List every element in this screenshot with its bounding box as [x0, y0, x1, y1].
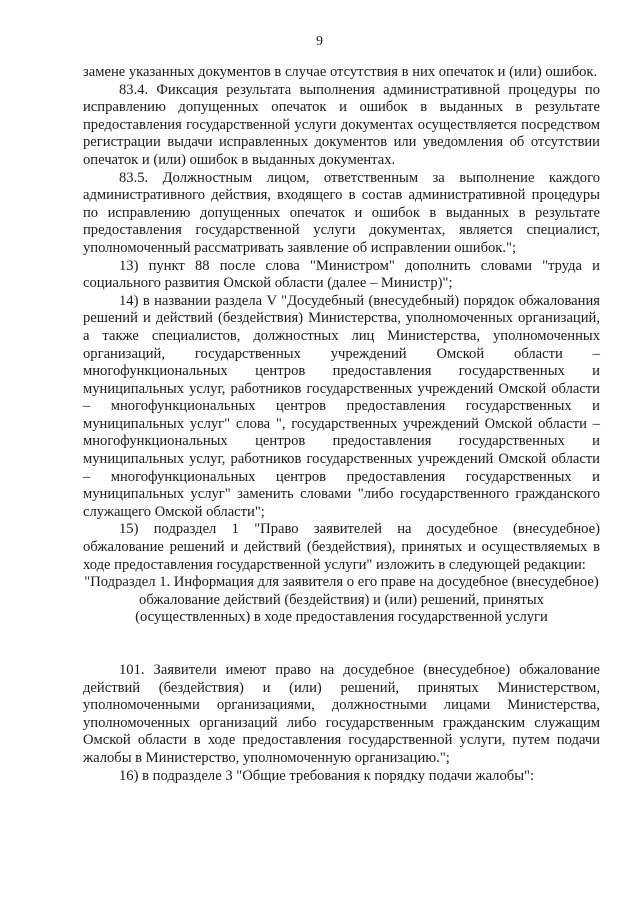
paragraph-83-5: 83.5. Должностным лицом, ответственным за выполнение каждого административного действия, входящего в состав административной процедуры по исправлению допущенных опечаток и ошибок в выданных в результате предоставления государственной услуги документах, является специалист, уполномоченный рассматривать заявление об исправлении ошибок."; [83, 169, 600, 256]
spacer [83, 627, 600, 662]
page-number: 9 [316, 34, 323, 49]
document-body [83, 64, 600, 785]
paragraph-item-13: 13) пункт 88 после слова "Министром" дополнить словами "труда и социального развития Омской области (далее – Министр)"; [83, 257, 600, 292]
paragraph-item-16: 16) в подразделе 3 "Общие требования к порядку подачи жалобы": [119, 767, 535, 784]
paragraph-item-14: 14) в названии раздела V "Досудебный (внесудебный) порядок обжалования решений и действий (бездействия) Министерства, уполномоченных организаций, а также специалистов, должностных лиц Министерства, уполномоченных организаций, государственных учреждений Омской области – многофункциональных центров предоставления государственных и муниципальных услуг, работников государственных учреждений Омской области – многофункциональных центров предоставления государственных и муниципальных услуг" слова ", государственных учреждений Омской области – многофункциональных центров предоставления государственных и муниципальных услуг, работников государственных учреждений Омской области – многофункциональных центров предоставления государственных и муниципальных услуг" заменить словами "либо государственного гражданского служащего Омской области"; [83, 292, 600, 520]
subsection-heading: "Подраздел 1. Информация для заявителя о его праве на досудебное (внесудебное) обжалование действий (бездействия) и (или) решений, принятых (осуществленных) в ходе предоставления государственной услуги [84, 574, 599, 626]
paragraph-83-4: 83.4. Фиксация результата выполнения административной процедуры по исправлению допущенных опечаток и ошибок в выданных в результате предоставления государственной услуги документах осуществляется посредством регистрации выдачи исправленных документов или уведомления об отсутствии опечаток и (или) ошибок в выданных документах. [83, 81, 600, 168]
paragraph-101: 101. Заявители имеют право на досудебное (внесудебное) обжалование действий (бездействия) и (или) решений, принятых Министерством, уполномоченными организациями, должностными лицами Министерства, уполномоченных организаций либо государственным гражданским служащим Омской области в ходе предоставления государственной услуги, путем подачи жалобы в Министерство, уполномоченную организацию."; [83, 662, 600, 766]
paragraph-item-15: 15) подраздел 1 "Право заявителей на досудебное (внесудебное) обжалование решений и действий (бездействия), принятых и осуществляемых в ходе предоставления государственной услуги" изложить в следующей редакции: [83, 521, 600, 573]
paragraph-continuation: замене указанных документов в случае отсутствия в них опечаток и (или) ошибок. [83, 64, 598, 80]
